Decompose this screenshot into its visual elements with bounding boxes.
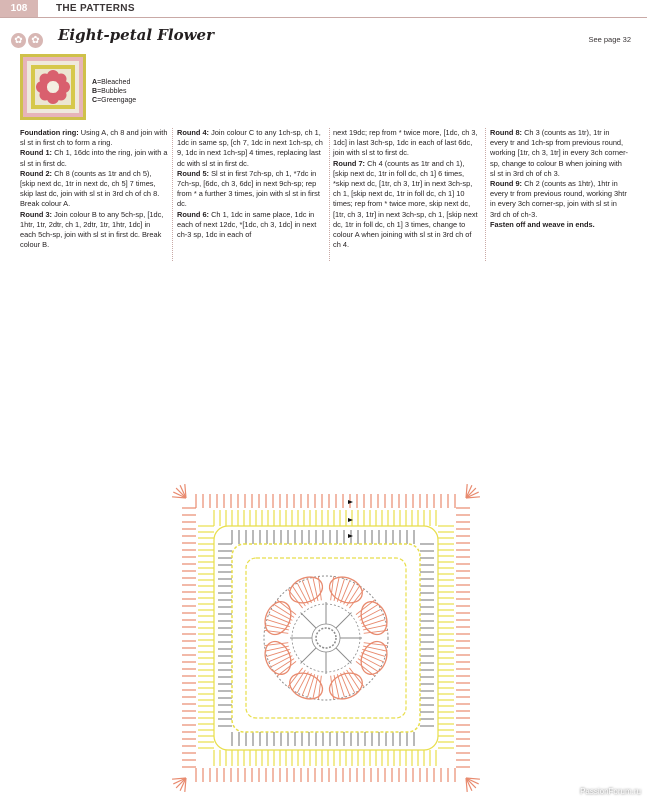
column-divider [329, 128, 330, 261]
instruction-paragraph: Round 2: Ch 8 (counts as 1tr and ch 5), [skip next dc, 1tr in next dc, ch 5] 7 times, skip last dc, join with sl st in 3rd ch of ch 8. Break colour A. [20, 168, 160, 209]
legend-item: B=Bubbles [92, 88, 127, 95]
instruction-paragraph: next 19dc; rep from * twice more, [1dc, ch 3, 1dc] in last 3ch-sp, 1dc in each of last 6dc, join with sl st to first dc. [333, 128, 478, 158]
watermark: PassionForum.ru [580, 787, 641, 796]
instruction-paragraph: Fasten off and weave in ends. [490, 219, 595, 229]
round-outline [264, 576, 388, 700]
stitch-mark [361, 653, 383, 662]
stitch-mark [302, 673, 311, 695]
instruction-column-1 [20, 128, 168, 250]
stitch-mark [271, 609, 292, 620]
crochet-chart-diagram [168, 482, 484, 795]
stitch-mark [360, 609, 381, 620]
colour-legend [92, 78, 136, 105]
instruction-column-4 [490, 128, 628, 230]
instruction-paragraph: Round 8: Ch 3 (counts as 1tr), 1tr in every tr and 1ch-sp from previous round, working [1tr, ch 3, 1tr] in every 3ch corner-sp, change to colour B when joining with sl st in 3rd ch of ch 3. [490, 128, 629, 178]
instruction-paragraph: Round 1: Ch 1, 16dc into the ring, join with a sl st in first dc. [20, 148, 168, 168]
title-decoration [11, 30, 45, 48]
stitch-mark [176, 778, 186, 788]
round-outline [246, 558, 406, 718]
instruction-paragraph: Round 3: Join colour B to any 5ch-sp, [1dc, 1htr, 1tr, 2dtr, ch 1, 2dtr, 1tr, 1htr, 1dc] in each 5ch-sp, join with sl st in first dc. Break colour B. [20, 209, 164, 250]
stitch-mark [341, 673, 350, 695]
star-icon: ✿ [28, 33, 43, 48]
page-number: 108 [0, 0, 38, 17]
instruction-paragraph: Foundation ring: Using A, ch 8 and join with sl st in first ch to form a ring. [20, 128, 168, 148]
pattern-title: Eight-petal Flower [58, 26, 214, 44]
instruction-paragraph: Round 4: Join colour C to any 1ch-sp, ch 1, 1dc in same sp, [ch 7, 1dc in next 1ch-sp, ch 9, 1dc in next 1ch-sp] 4 times, replacing last dc with sl st in first dc. [177, 128, 323, 168]
column-divider [485, 128, 486, 261]
stitch-mark [269, 653, 291, 662]
instruction-paragraph: Round 7: Ch 4 (counts as 1tr and ch 1), [skip next dc, 1tr in foll dc, ch 1] 6 times, *skip next dc, [1tr, ch 3, 1tr] in next 3ch-sp, ch 1, [skip next dc, 1tr in foll dc, ch 1] 10 times; rep from * twice more, skip next dc, [1tr, ch 3, 1tr] in next 3ch-sp, ch 1, [skip next dc, 1tr in foll dc, ch 1] 3 times, change to colour A when joining with sl st in 3rd ch of ch 4. [333, 158, 478, 250]
instruction-column-3 [333, 128, 481, 250]
round-outline [232, 544, 420, 732]
stitch-mark [466, 488, 476, 498]
stitch-mark [271, 656, 292, 667]
legend-item: C=Greengage [92, 97, 137, 104]
stitch-mark [336, 613, 352, 629]
finished-square-photo [20, 54, 86, 120]
instruction-paragraph: Round 6: Ch 1, 1dc in same place, 1dc in each of next 12dc, *[1dc, ch 3, 1dc] in next ch-3 sp, 1dc in each of [177, 209, 317, 240]
stitch-mark [302, 581, 311, 603]
instruction-paragraph: Round 9: Ch 2 (counts as 1htr), 1htr in every tr from previous round, working 3htr in every 3ch corner-sp, join with sl st in 3rd ch of ch-3. [490, 179, 627, 219]
stitch-mark [466, 778, 476, 788]
star-icon: ✿ [11, 33, 26, 48]
section-label: THE PATTERNS [56, 3, 135, 14]
stitch-mark [341, 581, 350, 603]
stitch-mark [269, 614, 291, 623]
round-outline [214, 526, 438, 750]
stitch-mark [297, 583, 308, 604]
stitch-mark [176, 488, 186, 498]
stitch-mark [360, 656, 381, 667]
column-divider [172, 128, 173, 261]
foundation-ring [316, 628, 336, 648]
stitch-mark [301, 613, 317, 629]
stitch-mark [344, 583, 355, 604]
stitch-mark [301, 648, 317, 664]
instruction-column-2 [177, 128, 325, 240]
stitch-mark [361, 614, 383, 623]
legend-item: A=Bleached [92, 79, 131, 86]
stitch-mark [336, 648, 352, 664]
see-page-reference: See page 32 [588, 35, 631, 44]
stitch-mark [344, 672, 355, 693]
instruction-paragraph: Round 5: Sl st in first 7ch-sp, ch 1, *7dc in 7ch-sp, [6dc, ch 3, 6dc] in next 9ch-sp; rep from * a further 3 times, join with sl st in first dc. [177, 168, 320, 209]
stitch-mark [297, 672, 308, 693]
